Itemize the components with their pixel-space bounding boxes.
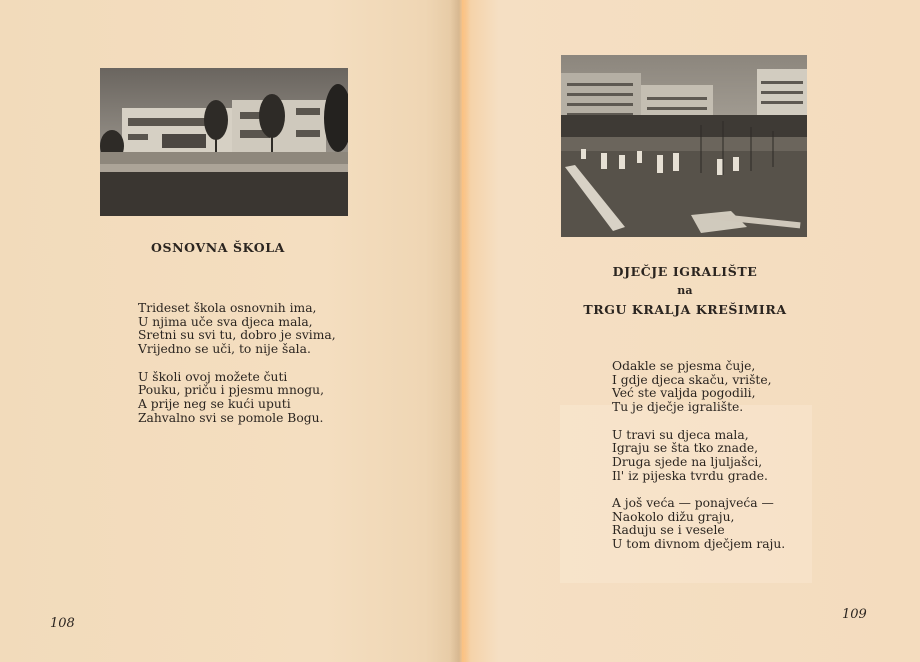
poem-line: Tu je dječje igralište. — [612, 400, 744, 415]
poem-line: Odakle se pjesma čuje, — [612, 359, 756, 373]
page-title: OSNOVNA ŠKOLA — [151, 240, 285, 255]
poem-line: Zahvalno svi se pomole Bogu. — [138, 410, 324, 425]
poem — [138, 302, 336, 439]
poem-line: Trideset škola osnovnih ima, — [138, 301, 317, 315]
title-line: TRGU KRALJA KREŠIMIRA — [583, 302, 787, 317]
poem-line: U tom divnom dječjem raju. — [612, 537, 786, 552]
stanza — [138, 302, 336, 357]
book-gutter — [450, 0, 470, 662]
poem-line: U njima uče sva djeca mala, — [138, 314, 313, 329]
poem-line: A još veća — ponajveća — — [612, 496, 774, 510]
poem-line: I gdje djeca skaču, vrište, — [612, 372, 772, 387]
page-number: 109 — [842, 607, 867, 622]
poem-line: Druga sjede na ljuljašci, — [612, 454, 763, 469]
school-building-photo — [100, 68, 348, 216]
poem — [612, 360, 785, 566]
page-number: 108 — [50, 616, 75, 631]
title-line: DJEČJE IGRALIŠTE — [612, 264, 758, 279]
stanza — [138, 371, 336, 426]
poem-line: Sretni su svi tu, dobro je svima, — [138, 328, 336, 343]
page-title — [560, 262, 810, 319]
stanza — [612, 429, 785, 484]
stanza — [612, 360, 785, 415]
poem-line: Pouku, priču i pjesmu mnogu, — [138, 383, 324, 398]
poem-line: Naokolo dižu graju, — [612, 509, 735, 524]
poem-line: Igraju se šta tko znade, — [612, 441, 759, 456]
poem-line: Vrijedno se uči, to nije šala. — [138, 342, 311, 357]
poem-line: A prije neg se kući uputi — [138, 396, 291, 411]
playground-photo — [561, 55, 807, 237]
poem-line: U školi ovoj možete čuti — [138, 369, 288, 384]
title-line: na — [677, 284, 693, 297]
stanza — [612, 497, 785, 552]
poem-line: U travi su djeca mala, — [612, 427, 749, 442]
poem-line: Il' iz pijeska tvrdu grade. — [612, 468, 768, 483]
poem-line: Već ste valjda pogodili, — [612, 386, 756, 401]
poem-line: Raduju se i vesele — [612, 523, 725, 538]
